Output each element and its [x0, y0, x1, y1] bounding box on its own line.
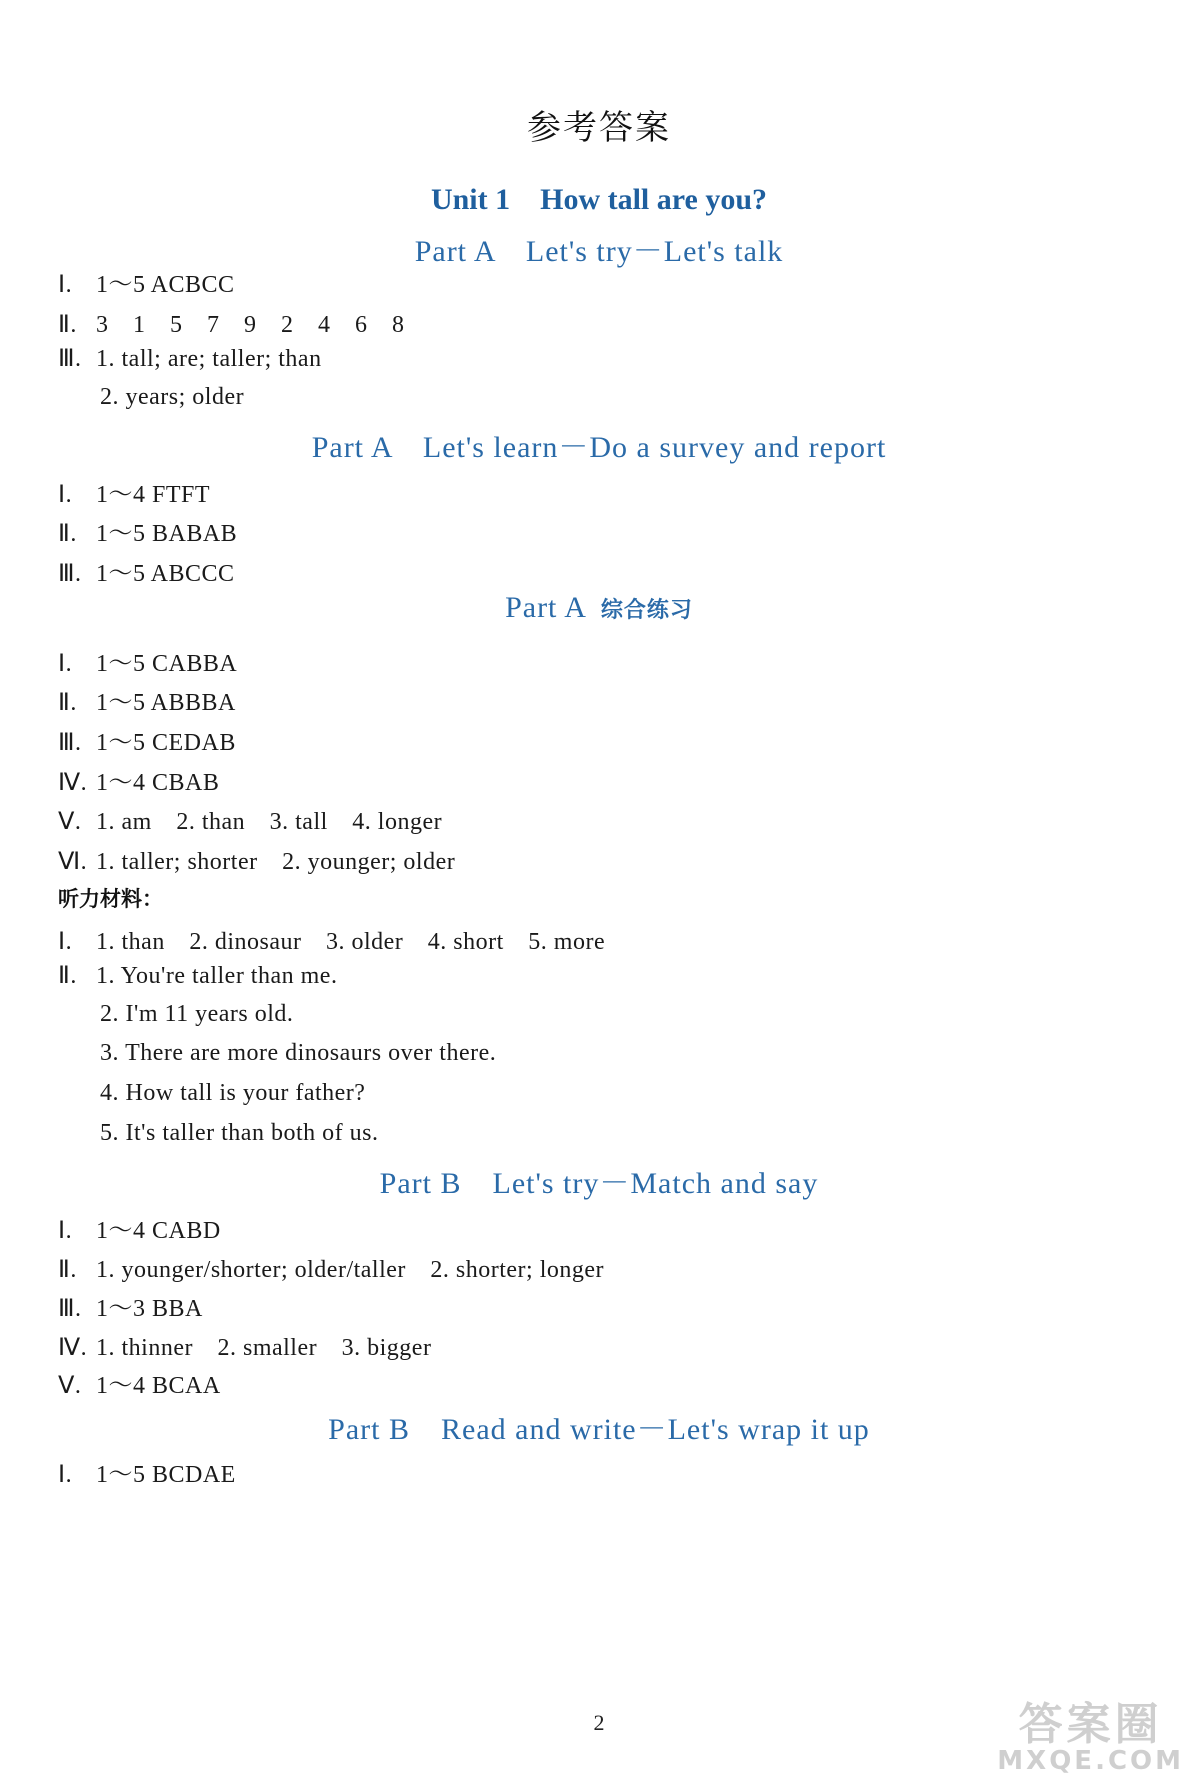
answer-line: Ⅲ. 1～3 BBA [58, 1296, 203, 1322]
section-heading: Part A Let's learn－Do a survey and report [311, 431, 887, 464]
answer-line: Ⅴ. 1～4 BCAA [58, 1373, 221, 1399]
answer-line: Ⅱ. 1～5 ABBBA [58, 690, 236, 716]
watermark-text: 答案圈 [1018, 1699, 1163, 1750]
watermark-url: MXQE.COM [997, 1746, 1184, 1776]
answer-line: Ⅰ. 1～4 FTFT [58, 482, 211, 508]
answer-line: Ⅲ. 1～5 ABCCC [58, 561, 235, 587]
section-heading: Part B Read and write－Let's wrap it up [328, 1413, 870, 1446]
section-heading-cn: 综合练习 [600, 598, 693, 623]
answer-line: Ⅲ. 1～5 CEDAB [58, 730, 236, 756]
answer-line: Ⅱ. 1. younger/shorter; older/taller 2. shorter; longer [58, 1257, 605, 1283]
answer-line: Ⅰ. 1～5 ACBCC [58, 272, 235, 298]
section-heading: Part B Let's try－Match and say [379, 1167, 819, 1200]
answer-line: Ⅳ. 1. thinner 2. smaller 3. bigger [58, 1335, 432, 1361]
answer-line: Ⅰ. 1～5 CABBA [58, 651, 238, 677]
answer-line: 2. years; older [100, 384, 245, 410]
page-title: 参考答案 [527, 108, 671, 148]
answer-line: Ⅱ. 3 1 5 7 9 2 4 6 8 [58, 312, 405, 338]
answer-line: Ⅰ. 1. than 2. dinosaur 3. older 4. short 5. more [58, 929, 606, 955]
answer-line: Ⅳ. 1～4 CBAB [58, 770, 220, 796]
page-number: 2 [593, 1710, 605, 1735]
section-heading: Part A Let's try－Let's talk [414, 235, 784, 268]
answer-line: Ⅲ. 1. tall; are; taller; than [58, 346, 322, 372]
answer-line: Ⅴ. 1. am 2. than 3. tall 4. longer [58, 809, 443, 835]
answer-line: Ⅰ. 1～5 BCDAE [58, 1462, 236, 1488]
answer-line: Ⅵ. 1. taller; shorter 2. younger; older [58, 849, 456, 875]
section-heading: Part A 综合练习 [505, 591, 693, 624]
answer-line: Ⅱ. 1. You're taller than me. [58, 963, 338, 989]
answer-line: Ⅰ. 1～4 CABD [58, 1218, 221, 1244]
unit-heading: Unit 1 How tall are you? [430, 183, 768, 216]
answer-line: 3. There are more dinosaurs over there. [100, 1040, 497, 1066]
answer-line: 5. It's taller than both of us. [100, 1120, 379, 1146]
watermark-logo [997, 1688, 1184, 1776]
answer-line: Ⅱ. 1～5 BABAB [58, 521, 238, 547]
listening-heading: 听力材料： [58, 887, 163, 911]
answer-line: 2. I'm 11 years old. [100, 1001, 294, 1027]
answer-line: 4. How tall is your father? [100, 1080, 366, 1106]
